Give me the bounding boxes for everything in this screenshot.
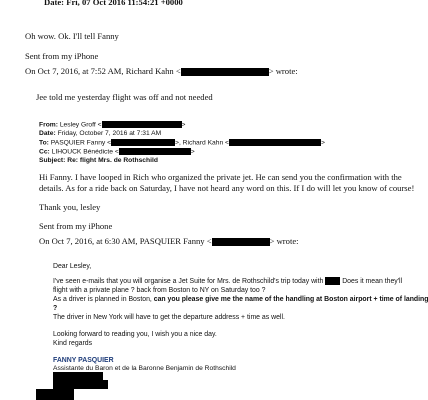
header-date-label: Date: — [44, 0, 65, 7]
forward-date-value: Friday, October 7, 2016 at 7:31 AM — [57, 130, 162, 137]
reply1-quote-intro — [25, 66, 298, 77]
reply1-quote-intro-text: On Oct 7, 2016, at 7:52 AM, Richard Kahn < — [25, 66, 181, 76]
signature-name-text: FANNY PASQUIER — [53, 357, 114, 364]
redaction-block — [111, 139, 175, 146]
original-closing2: Kind regards — [53, 340, 93, 347]
original-p2-line1 — [53, 295, 428, 304]
original-p2-line1-bold: can you please give me the name of the handling at Boston airport + time of landing — [153, 296, 428, 303]
redaction-block — [181, 68, 269, 76]
forward-cc-label: Cc: — [39, 148, 50, 156]
forward-to — [39, 139, 325, 148]
redaction-block — [53, 380, 108, 389]
forward-cc-end: > — [190, 148, 195, 156]
header-date-value: Fri, 07 Oct 2016 11:54:21 +0000 — [66, 0, 183, 7]
reply2-quote-intro — [39, 236, 299, 247]
reply1-quote-intro-end: > wrote: — [268, 66, 298, 76]
forward-date-label: Date: — [39, 130, 56, 137]
redaction-block — [229, 139, 321, 146]
redaction-block — [212, 238, 270, 246]
reply2-signature: Sent from my iPhone — [39, 221, 113, 231]
original-p1-line1-end: Does it mean they'll — [342, 278, 403, 285]
redaction-block — [102, 121, 182, 128]
reply2-thanks: Thank you, lesley — [39, 202, 101, 212]
forward-to-value: PASQUIER Fanny < — [50, 139, 112, 147]
original-p2-line2 — [53, 304, 57, 313]
forward-from-end: > — [181, 121, 186, 129]
reply2-quote-intro-text: On Oct 7, 2016, at 6:30 AM, PASQUIER Fanny < — [39, 236, 212, 246]
redaction-block — [36, 389, 74, 400]
original-p3: The driver in New York will have to get the departure address + time as well. — [53, 314, 285, 321]
forward-date — [39, 130, 161, 139]
redaction-block — [325, 277, 340, 285]
forward-subject-label: Subject: — [39, 157, 66, 164]
header-date — [44, 0, 183, 8]
forward-to-end: > — [320, 139, 325, 147]
reply1-body: Oh wow. Ok. I'll tell Fanny — [25, 31, 119, 41]
forward-subject-value: Re: flight Mrs. de Rothschild — [67, 157, 158, 164]
signature-name — [53, 356, 114, 365]
redaction-block — [119, 148, 191, 155]
reply1-signature: Sent from my iPhone — [25, 51, 99, 61]
reply2-line2: details. As for a ride back on Saturday, I have not heard any word on this. If I do will let you know of course! — [39, 183, 415, 193]
original-p2-line1-text: As a driver is planned in Boston, — [53, 296, 152, 303]
forward-from — [39, 121, 185, 130]
forward-to-middle: >, Richard Kahn < — [175, 139, 229, 147]
forward-to-label: To: — [39, 139, 49, 147]
forward-cc-value: LIHOUCK Bénédicte < — [51, 148, 119, 156]
reply2-line1: Hi Fanny. I have looped in Rich who organized the private jet. He can send you the confirmation with the — [39, 172, 402, 182]
signature-title: Assistante du Baron et de la Baronne Benjamin de Rothschild — [53, 365, 236, 372]
original-p1-line2: flight with a private plane ? back from Boston to NY on Saturday too ? — [53, 287, 266, 294]
original-p2-line2-bold: ? — [53, 305, 58, 312]
original-p1-line1 — [53, 277, 402, 286]
original-greeting: Dear Lesley, — [53, 263, 92, 270]
reply1-quoted-text: Jee told me yesterday flight was off and not needed — [36, 92, 213, 102]
forward-subject — [39, 157, 158, 166]
reply2-quote-intro-end: > wrote: — [269, 236, 299, 246]
redaction-block — [53, 372, 103, 380]
original-closing1: Looking forward to reading you, I wish you a nice day. — [53, 331, 217, 338]
forward-from-value: Lesley Groff < — [59, 121, 102, 129]
original-p1-line1-text: I've seen e-mails that you will organise a Jet Suite for Mrs. de Rothschild's trip today with — [53, 278, 324, 285]
forward-from-label: From: — [39, 121, 58, 129]
forward-cc — [39, 148, 195, 157]
